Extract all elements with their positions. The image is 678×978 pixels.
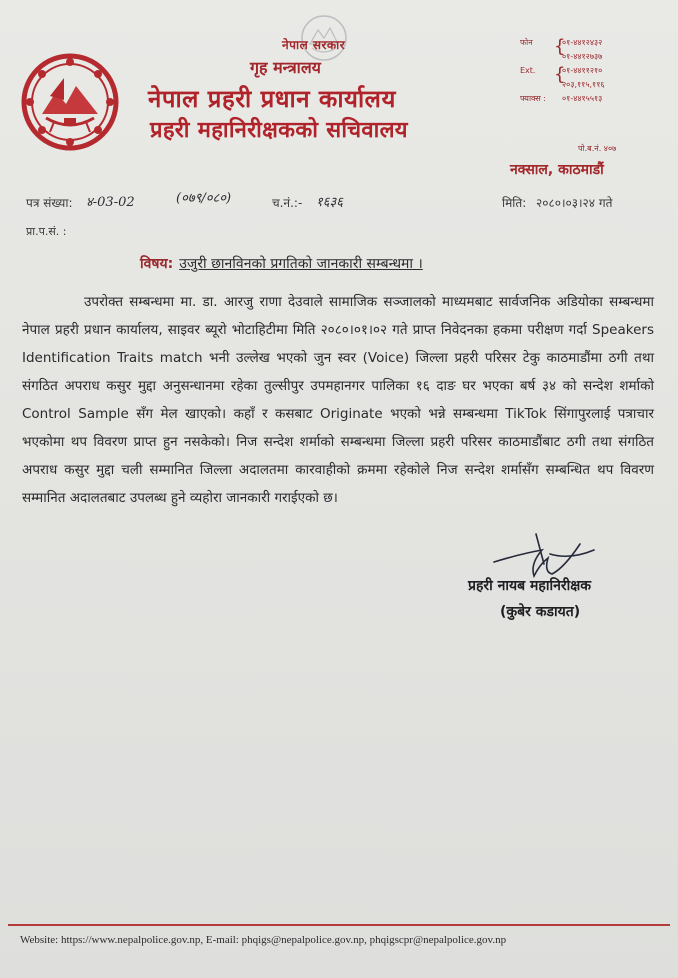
fiscal-year: (०७९/०८०): [176, 191, 232, 206]
subject-label: विषय:: [140, 256, 174, 272]
phone-label: फोन: [520, 38, 533, 47]
subject-line: [140, 254, 423, 273]
office-address: नक्साल, काठमाडौं: [510, 162, 604, 178]
office-name: नेपाल प्रहरी प्रधान कार्यालय: [148, 85, 396, 113]
po-box: पो.ब.नं. ४०७: [578, 144, 617, 153]
dispatch-number-value: १६३६: [316, 195, 344, 210]
fax-row: [520, 92, 605, 106]
dispatch-number-label: च.नं.:-: [272, 196, 303, 210]
phone-number: ०१-४४१२४३२: [562, 38, 603, 47]
registration-number-label: प्रा.प.सं. :: [26, 225, 67, 238]
phone-number: ०१-४४१२७३७: [562, 52, 603, 61]
ext-number: ०१-४४११२१०: [562, 66, 603, 75]
phone-row: फोन { ०१-४४१२४३२ ०१-४४१२७३७: [520, 36, 605, 64]
subject-text: उजुरी छानविनको प्रगतिको जानकारी सम्बन्धमा ।: [179, 256, 423, 272]
signatory-title: प्रहरी नायब महानिरीक्षक: [468, 578, 591, 594]
letter-body: उपरोक्त सम्बन्धमा मा. डा. आरजु राणा देउवाले सामाजिक सञ्जालको माध्यमबाट सार्वजनिक अडियोका सम्बन्धमा नेपाल प्रहरी प्रधान कार्यालय, साइवर ब्यूरो भोटाहिटीमा मिति २०८०।०१।०२ गते प्राप्त निवेदनका हकमा परीक्षण गर्दा Speakers Identification Traits match भनी उल्लेख भएको जुन स्वर (Voice) जिल्ला प्रहरी परिसर टेकु काठमाडौंमा ठगी तथा संगठित अपराध कसुर मुद्दा अनुसन्धानमा रहेका तुल्सीपुर उपमहानगर पालिका १६ दाङ घर भएका बर्ष ३४ को सन्देश शर्माको Control Sample सँग मेल खाएको। कहाँ र कसबाट Originate भएको भन्ने सम्बन्धमा TikTok सिंगापुरलाई पत्राचार भएकोमा थप विवरण प्राप्त हुन नसकेको। निज सन्देश शर्माको सम्बन्धमा जिल्ला प्रहरी परिसर काठमाडौंबाट ठगी तथा संगठित अपराध कसुर मुद्दा चली सम्मानित जिल्ला अदालतमा कारवाहीको क्रममा रहेकोले निज सन्देश शर्मासँग सम्बन्धित थप विवरण सम्मानित अदालतबाट उपलब्ध हुने व्यहोरा जानकारी गराईएको छ।: [22, 294, 654, 506]
fax-label: फ्याक्स :: [520, 94, 546, 103]
nepal-police-logo-icon: [20, 52, 120, 152]
date-label: मिति:: [502, 196, 527, 210]
fax-number: ०१-४४१५५१३: [562, 94, 603, 103]
footer-contact: Website: https://www.nepalpolice.gov.np, E-mail: phqigs@nepalpolice.gov.np, phqigscpr@nepalpolice.gov.np: [20, 934, 507, 946]
signatory-name: (कुबेर कडायत): [500, 604, 581, 620]
country-name: नेपाल सरकार: [282, 38, 346, 52]
letter-number-value: ४-03-02: [86, 195, 135, 210]
letter-number-label: पत्र संख्या:: [26, 196, 73, 210]
ext-number: २०३,११५,११६: [562, 80, 605, 89]
contact-block: [520, 36, 605, 106]
secretariat-name: प्रहरी महानिरीक्षकको सचिवालय: [150, 118, 408, 143]
date-value: २०८०।०३।२४ गते: [536, 196, 613, 210]
ext-label: Ext.: [520, 66, 536, 75]
footer-divider: [8, 924, 670, 926]
ministry-name: गृह मन्त्रालय: [250, 58, 321, 77]
ext-row: Ext. { ०१-४४११२१० २०३,११५,११६: [520, 64, 605, 92]
